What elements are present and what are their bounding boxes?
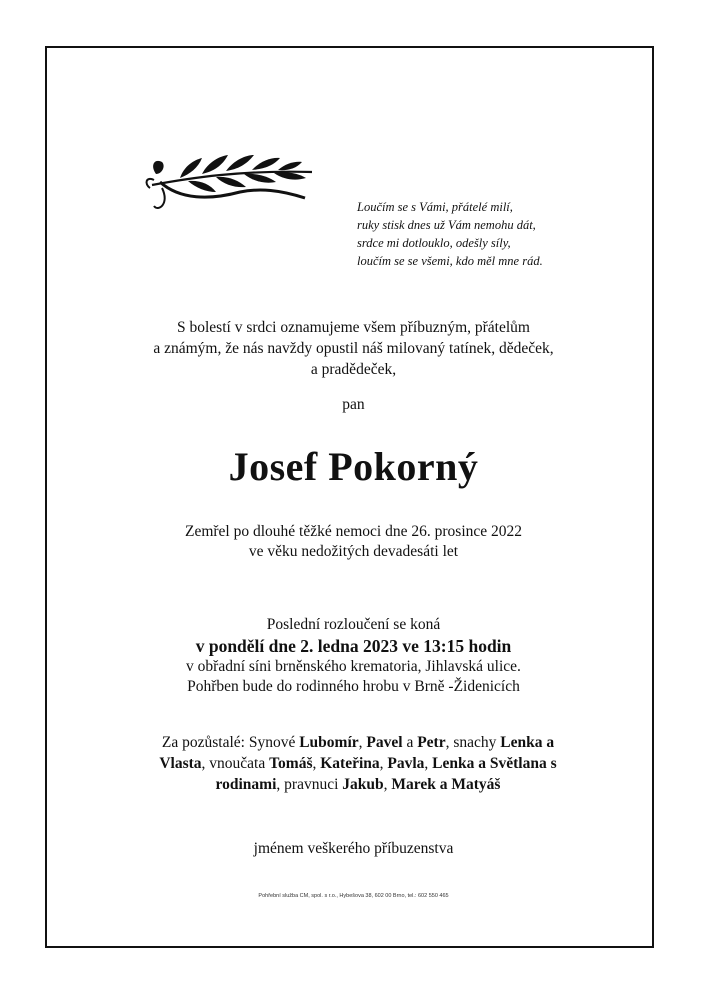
survivor-name: Jakub — [342, 776, 384, 793]
announcement-intro — [0, 317, 707, 380]
poem-line: srdce mi dotlouklo, odešly síly, — [357, 236, 511, 250]
family-signature: jménem veškerého příbuzenstva — [253, 840, 454, 857]
laurel-branch-icon — [140, 140, 320, 220]
farewell-heading: Poslední rozloučení se koná — [266, 616, 441, 633]
age-line: ve věku nedožitých devadesáti let — [248, 543, 459, 560]
death-notice — [0, 522, 707, 562]
survivor-name: Petr — [417, 734, 446, 751]
survivor-name: Lenka a Světlana s rodinami — [215, 755, 557, 793]
survivor-name: Marek a Matyáš — [391, 776, 501, 793]
funeral-service-footer: Pohřební služba CM, spol. s r.o., Hybešova 38, 602 00 Brno, tel.: 602 550 465 — [258, 893, 449, 899]
survivors-text: , vnoučata — [201, 755, 270, 772]
farewell-date: v pondělí dne 2. ledna 2023 ve 13:15 hodin — [195, 636, 512, 656]
survivors-text: , pravnuci — [276, 776, 343, 793]
intro-line: S bolestí v srdci oznamujeme všem příbuzným, přátelům — [177, 319, 530, 336]
document-border — [45, 46, 654, 948]
farewell-place: v obřadní síni brněnského krematoria, Jihlavská ulice. — [186, 658, 521, 675]
survivors-text: , — [358, 734, 367, 751]
poem-line: ruky stisk dnes už Vám nemohu dát, — [357, 218, 536, 232]
honorific: pan — [342, 396, 365, 413]
survivors-text: , — [383, 776, 392, 793]
deceased-name: Josef Pokorný — [228, 444, 479, 489]
poem — [357, 198, 617, 270]
survivors-text: , — [424, 755, 433, 772]
survivors-text: , snachy — [445, 734, 501, 751]
survivor-name: Lubomír — [299, 734, 359, 751]
survivor-name: Lenka a Vlasta — [159, 734, 555, 772]
survivors-text: , — [379, 755, 388, 772]
intro-line: a známým, že nás navždy opustil náš milovaný tatínek, dědeček, — [153, 340, 554, 357]
survivor-name: Pavla — [387, 755, 425, 772]
death-line: Zemřel po dlouhé těžké nemoci dne 26. prosince 2022 — [184, 523, 523, 540]
survivor-name: Tomáš — [269, 755, 313, 772]
survivors-list — [148, 732, 568, 795]
poem-line: loučím se se všemi, kdo měl mne rád. — [357, 254, 543, 268]
survivors-text: a — [402, 734, 418, 751]
survivor-name: Kateřina — [320, 755, 380, 772]
farewell-info — [0, 615, 707, 697]
survivor-name: Pavel — [366, 734, 403, 751]
survivors-text: , — [312, 755, 321, 772]
intro-line: a pradědeček, — [310, 361, 397, 378]
poem-line: Loučím se s Vámi, přátelé milí, — [357, 200, 513, 214]
survivors-text: Za pozůstalé: Synové — [161, 734, 300, 751]
burial-info: Pohřben bude do rodinného hrobu v Brně -Židenicích — [187, 678, 520, 695]
